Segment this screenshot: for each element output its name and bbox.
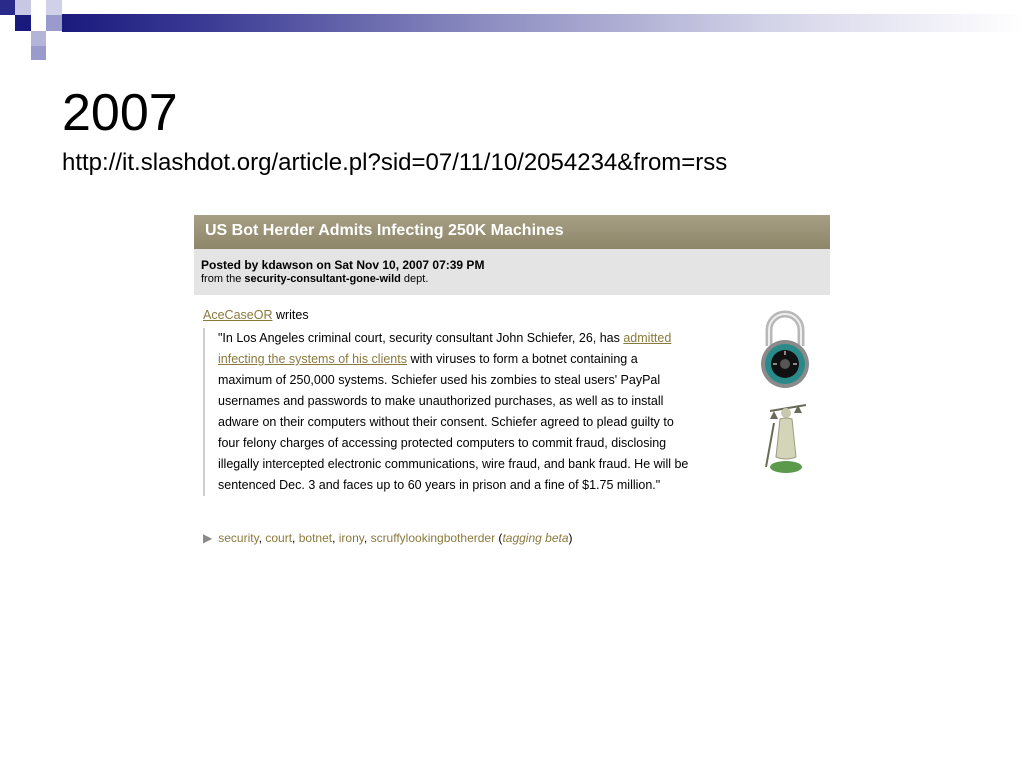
- header-square: [15, 15, 31, 31]
- admitted-link[interactable]: infecting the systems of his clients: [218, 352, 407, 366]
- posted-by: Posted by kdawson on Sat Nov 10, 2007 07:39 PM: [201, 258, 485, 272]
- quote-line: illegally intercepted electronic communications, wire fraud, and bank fraud. He will be: [218, 457, 689, 471]
- tagging-beta-link[interactable]: tagging beta: [502, 531, 569, 545]
- article-headline: US Bot Herder Admits Infecting 250K Machines: [194, 215, 830, 249]
- header-gradient-bar: [62, 14, 1024, 32]
- tags-arrow-icon[interactable]: ▶: [203, 531, 213, 545]
- article-meta: [194, 249, 830, 295]
- padlock-icon: [752, 308, 818, 390]
- lady-justice-icon: [756, 397, 812, 477]
- quote-line: adware on their computers without their consent. Schiefer agreed to plead guilty to: [218, 415, 674, 429]
- tag-link[interactable]: irony: [338, 531, 364, 545]
- tag-list: ▶ security, court, botnet, irony, scruffylookingbotherder (tagging beta): [203, 531, 573, 545]
- quote-line: four felony charges of accessing protected computers to commit fraud, disclosing: [218, 436, 667, 450]
- quote-line: "In Los Angeles criminal court, security consultant John Schiefer, 26, has admitted: [218, 331, 672, 345]
- slide-url: http://it.slashdot.org/article.pl?sid=07/11/10/2054234&from=rss: [62, 149, 728, 176]
- header-square: [46, 15, 62, 31]
- tag-link[interactable]: scruffylookingbotherder: [370, 531, 496, 545]
- header-square: [31, 15, 46, 31]
- slide-title: 2007: [62, 84, 178, 142]
- article-quote: [203, 328, 758, 496]
- quote-line: infecting the systems of his clients with viruses to form a botnet containing a: [218, 352, 638, 366]
- article-screenshot: [194, 215, 830, 560]
- quote-line: maximum of 250,000 systems. Schiefer used his zombies to steal users' PayPal: [218, 373, 661, 387]
- quote-line: usernames and passwords to make unauthorized purchases, as well as to install: [218, 394, 664, 408]
- header-square: [0, 0, 15, 15]
- author-link[interactable]: AceCaseOR: [203, 308, 273, 322]
- tag-link[interactable]: court: [265, 531, 293, 545]
- header-square: [46, 0, 62, 15]
- tag-link[interactable]: botnet: [298, 531, 333, 545]
- tag-link[interactable]: security: [218, 531, 259, 545]
- header-square: [31, 31, 46, 46]
- header-square: [31, 46, 46, 60]
- department-name: security-consultant-gone-wild: [244, 273, 401, 285]
- admitted-link[interactable]: admitted: [623, 331, 672, 345]
- quote-line: sentenced Dec. 3 and faces up to 60 years in prison and a fine of $1.75 million.": [218, 478, 661, 492]
- department-line: from the security-consultant-gone-wild dept.: [201, 273, 429, 285]
- header-square: [15, 0, 31, 15]
- author-line: AceCaseOR writes: [203, 308, 309, 322]
